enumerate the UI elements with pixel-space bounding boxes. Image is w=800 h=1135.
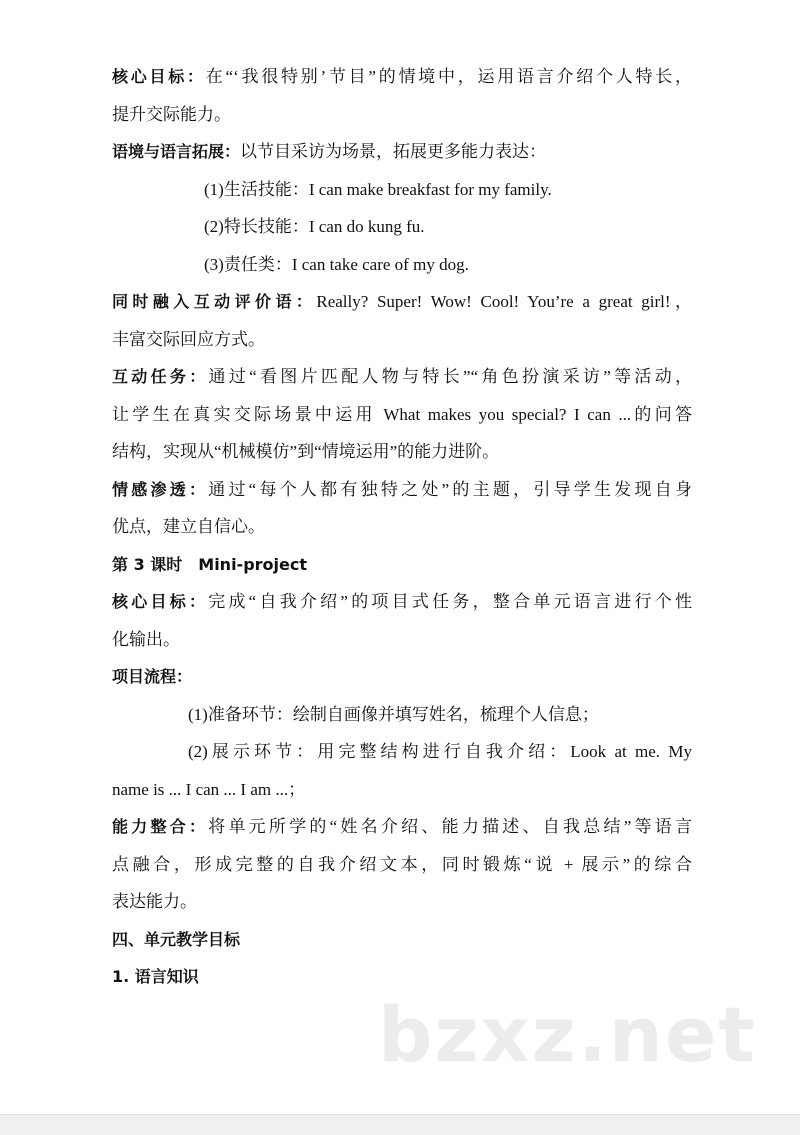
text-line: [112, 358, 692, 396]
line-text: 完成“自我介绍”的项目式任务，整合单元语言进行个性: [208, 592, 692, 611]
text-line: [112, 208, 692, 246]
bold-label: 项目流程：: [112, 667, 193, 686]
line-text: 化输出。: [112, 629, 180, 649]
line-text: 通过“看图片匹配人物与特长”“角色扮演采访”等活动，: [208, 367, 692, 386]
watermark: bzxz.net: [378, 990, 757, 1079]
text-line: [112, 283, 692, 321]
text-line: [112, 396, 692, 434]
line-text: 优点，建立自信心。: [112, 517, 265, 536]
text-line: [112, 171, 692, 209]
line-text: 让学生在真实交际场景中运用 What makes you special? I can ...的问答: [112, 404, 692, 424]
text-line: [112, 921, 692, 959]
text-line: [112, 246, 692, 284]
text-line: [112, 508, 692, 546]
line-text: 在“‘我很特别’节目”的情境中，运用语言介绍个人特长，: [205, 67, 692, 86]
text-line: [112, 846, 692, 884]
text-line: [112, 696, 692, 734]
text-line: [112, 96, 692, 134]
text-line: [112, 133, 692, 171]
text-line: [112, 58, 692, 96]
line-text: Really? Super! Wow! Cool! You’re a great girl!，: [316, 292, 692, 311]
line-text: name is ... I can ... I am ...；: [112, 779, 306, 799]
bold-label: 1. 语言知识: [112, 967, 199, 986]
bold-label: 能力整合：: [112, 817, 209, 836]
text-line: [112, 808, 692, 846]
bold-label: 第 3 课时 Mini-project: [112, 554, 308, 574]
line-text: (3)责任类：I can take care of my dog.: [204, 254, 469, 274]
text-line: [112, 471, 692, 509]
line-text: 结构，实现从“机械模仿”到“情境运用”的能力进阶。: [112, 442, 500, 461]
line-text: 以节目采访为场景，拓展更多能力表达：: [240, 142, 547, 161]
document-page: [112, 58, 692, 996]
line-text: 通过“每个人都有独特之处”的主题，引导学生发现自身: [208, 479, 692, 499]
page-bottom-edge: [0, 1114, 800, 1135]
line-text: (2)展示环节：用完整结构进行自我介绍：Look at me. My: [188, 742, 692, 761]
line-text: 丰富交际回应方式。: [112, 329, 265, 349]
bold-label: 核心目标：: [112, 67, 206, 86]
text-line: [112, 621, 692, 659]
line-text: 表达能力。: [112, 892, 197, 911]
bold-label: 语境与语言拓展：: [112, 142, 241, 161]
text-line: [112, 546, 692, 584]
bold-label: 互动任务：: [112, 367, 209, 386]
text-line: [112, 658, 692, 696]
text-line: [112, 433, 692, 471]
text-line: [112, 583, 692, 621]
bold-label: 同时融入互动评价语：: [112, 292, 317, 311]
line-text: 点融合，形成完整的自我介绍文本，同时锻炼“说 + 展示”的综合: [112, 854, 692, 874]
text-line: [112, 733, 692, 771]
bold-label: 四、单元教学目标: [112, 929, 241, 949]
line-text: (1)准备环节：绘制自画像并填写姓名，梳理个人信息；: [188, 704, 599, 724]
bold-label: 核心目标：: [112, 592, 209, 611]
line-text: 提升交际能力。: [112, 104, 231, 124]
bold-label: 情感渗透：: [112, 479, 209, 499]
line-text: (1)生活技能：I can make breakfast for my family.: [204, 179, 552, 199]
line-text: (2)特长技能：I can do kung fu.: [204, 217, 425, 236]
text-line: [112, 771, 692, 809]
text-line: [112, 321, 692, 359]
line-text: 将单元所学的“姓名介绍、能力描述、自我总结”等语言: [208, 817, 692, 836]
text-line: [112, 883, 692, 921]
